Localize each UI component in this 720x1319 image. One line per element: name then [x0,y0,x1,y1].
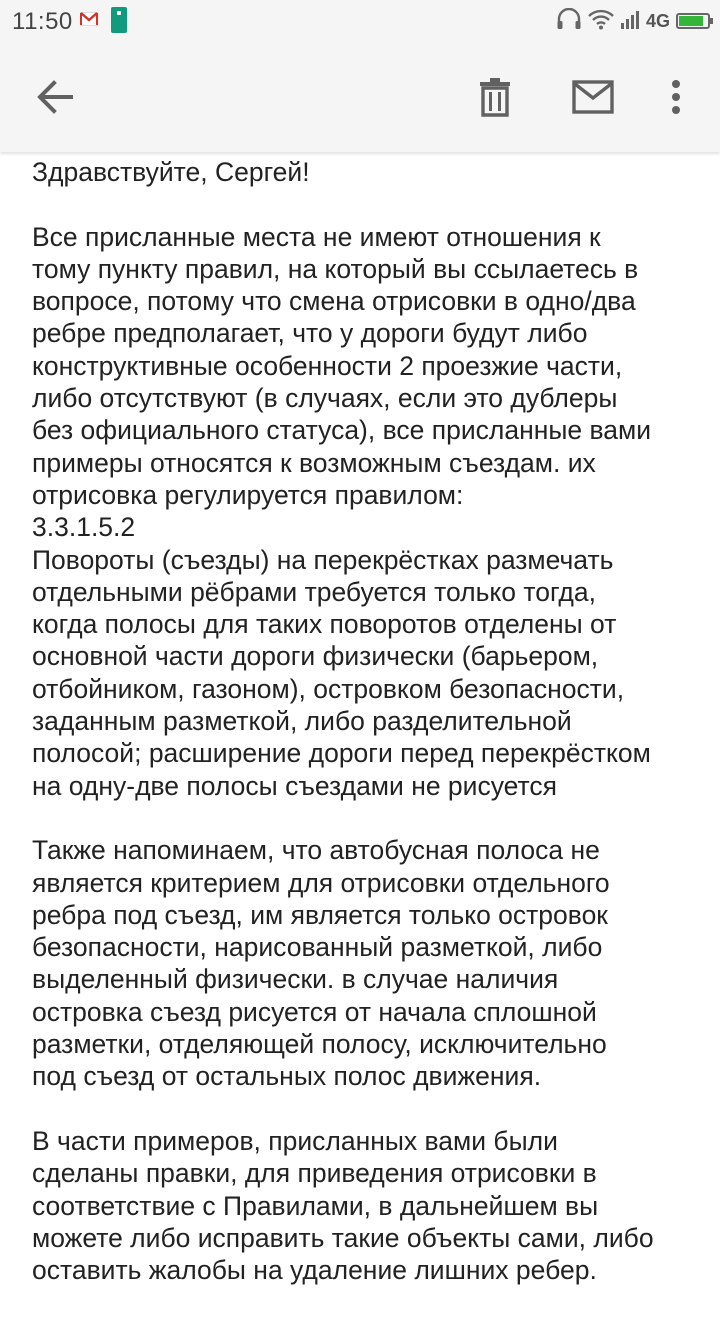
delete-button[interactable] [462,42,528,152]
wifi-icon [588,8,614,35]
gmail-icon [80,12,98,26]
email-paragraph: Также напоминаем, что автобусная полоса не является критерием для отрисовки отдельного ребра под съезд, им является только островок безопасности, нарисованный разметкой, либо выделенный физически. в случае наличия островка съезд рисуется от начала сплошной разметки, отделяющей полосу, исключительно под съезд от остальных полос движения. [32,835,610,1092]
signal-icon [620,8,640,35]
headphones-icon [556,8,582,35]
battery-icon [676,13,710,29]
email-greeting: Здравствуйте, Сергей! [32,157,310,187]
more-options-button[interactable] [650,42,702,152]
status-time: 11:50 [12,8,73,35]
status-indicators [556,8,710,34]
status-bar [0,0,720,42]
back-button[interactable] [18,42,92,152]
app-notification-icon [111,7,127,33]
email-body [32,156,712,1319]
email-paragraph: Все присланные места не имеют отношения к тому пункту правил, на который вы ссылаетесь в вопросе, потому что смена отрисовки в одно/два ребре предполагает, что у дороги будут либо конструктивные особенности 2 проезжие части, либо отсутствуют (в случаях, если это дублеры без официального статуса), все присланные вами примеры относятся к возможным съездам. их отрисовка регулируется правилом: 3.3.1.5.2 Повороты (съезды) на перекрёстках размечать отдельными рёбрами требуется только тогда, когда полосы для таких поворотов отделены от основной части дороги физически (барьером, отбойником, газоном), островком безопасности, заданным разметкой, либо разделительной полосой; расширение дороги перед перекрёстком на одну-две полосы съездами не рисуется [32,221,652,801]
trash-icon [478,77,512,117]
back-arrow-icon [35,77,75,117]
app-toolbar [0,42,720,152]
battery-level [679,16,703,26]
network-type: 4G [645,10,670,31]
email-paragraph: В части примеров, присланных вами были сделаны правки, для приведения отрисовки в соответствие с Правилами, в дальнейшем вы можете либо исправить такие объекты сами, либо оставить жалобы на удаление лишних ребер. [32,1125,654,1286]
mark-unread-button[interactable] [558,42,628,152]
more-vert-icon [671,79,681,115]
mail-icon [572,80,614,114]
